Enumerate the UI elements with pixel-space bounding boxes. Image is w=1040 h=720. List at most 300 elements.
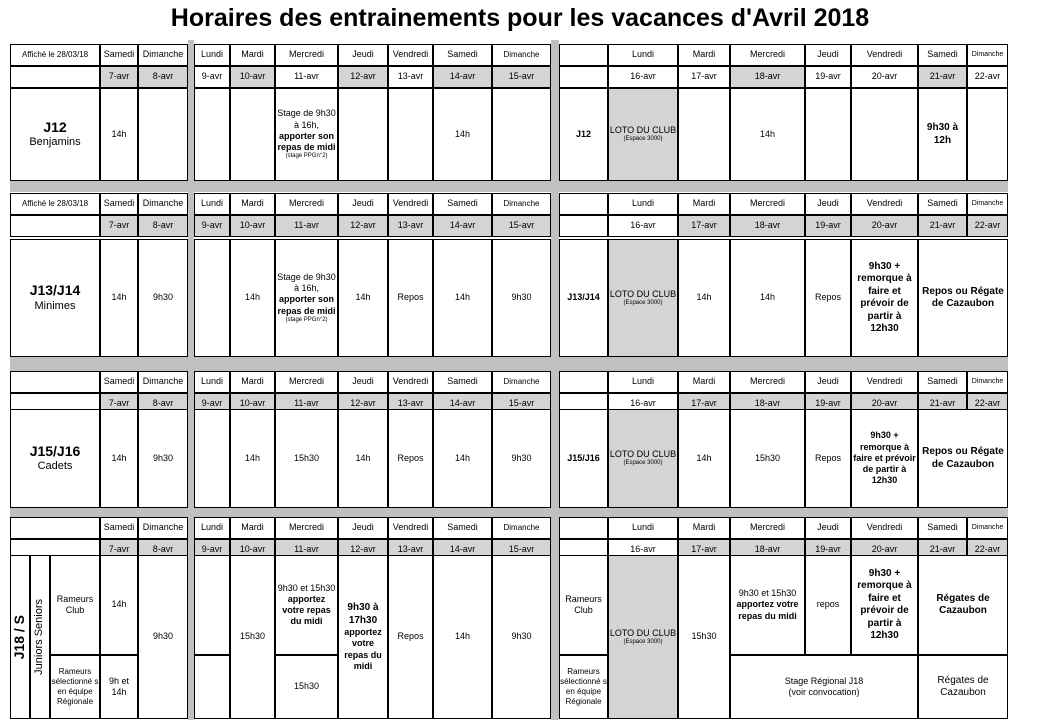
cell-text: 13-avr — [397, 71, 424, 82]
cell-text: 9h30 — [152, 292, 174, 303]
date-header — [338, 66, 388, 88]
table-cell — [433, 239, 492, 357]
loto-cell — [608, 409, 678, 508]
loto-cell-content — [610, 125, 676, 144]
cell-text: Dimanche — [503, 199, 540, 208]
table-cell — [492, 409, 551, 508]
cell-text: (Espace 3000) — [623, 460, 663, 467]
table-cell — [338, 409, 388, 508]
cell-text: 8-avr — [152, 398, 174, 409]
date-header — [492, 66, 551, 88]
cell-text: 21-avr — [929, 544, 956, 555]
loto-cell — [608, 88, 678, 181]
cell-text: 10-avr — [239, 71, 266, 82]
cell-text: 13-avr — [397, 398, 424, 409]
cell-text: 14h — [111, 292, 127, 303]
cell-text: 16-avr — [630, 544, 656, 555]
cell-text: 15-avr — [508, 544, 535, 555]
cell-text: Dimanche — [971, 199, 1004, 207]
day-header — [194, 44, 230, 66]
day-header — [492, 517, 551, 539]
cell-text: 22-avr — [974, 220, 1001, 231]
cell-text: 21-avr — [929, 398, 956, 409]
stage-cell-content — [276, 108, 337, 161]
cell-text: Mardi — [241, 522, 264, 533]
cell-text: (Espace 3000) — [623, 136, 663, 143]
cell-text: 14h — [759, 128, 776, 139]
table-cell — [851, 555, 918, 655]
table-cell — [918, 409, 1008, 508]
cell-text: 20-avr — [871, 398, 898, 409]
group-j15-j16-content — [30, 443, 81, 474]
empty-cell — [338, 88, 388, 181]
cell-text: 9-avr — [201, 71, 223, 82]
cell-text: 11-avr — [294, 71, 319, 82]
cell-text: 8-avr — [152, 71, 174, 82]
date-header — [388, 66, 433, 88]
table-cell — [559, 409, 608, 508]
table-cell — [388, 555, 433, 719]
empty-cell — [559, 66, 608, 88]
cell-text: Samedi — [447, 49, 478, 60]
table-cell — [138, 555, 188, 719]
separator-strip — [608, 357, 678, 372]
day-header — [433, 44, 492, 66]
cell-text: Lundi — [631, 49, 655, 60]
loto-cell-content — [610, 628, 676, 647]
cell-text: Repos — [397, 452, 424, 463]
cell-text: Lundi — [631, 198, 655, 209]
cell-text: 18-avr — [754, 398, 781, 409]
cell-text: 15-avr — [508, 71, 535, 82]
loto-cell-content — [610, 289, 676, 308]
cell-text: 16-avr — [630, 71, 656, 82]
date-header — [918, 66, 967, 88]
empty-cell — [492, 88, 551, 181]
day-header — [678, 44, 730, 66]
empty-cell — [559, 193, 608, 215]
cell-text: Jeudi — [352, 49, 374, 60]
cell-text: 14h — [696, 452, 712, 463]
stage-j18-cell-content — [785, 676, 864, 699]
day-header — [805, 371, 851, 393]
date-header — [100, 66, 138, 88]
day-header — [388, 371, 433, 393]
day-header — [967, 44, 1008, 66]
cell-text: 14h — [355, 452, 371, 463]
table-cell — [805, 555, 851, 655]
cell-text: 21-avr — [929, 71, 956, 82]
table-cell — [559, 555, 608, 655]
cell-text: 14-avr — [449, 71, 476, 82]
date-header — [194, 215, 230, 237]
cell-text: 9h30 + remorque à faire et prévoir de partir à 12h30 — [853, 430, 916, 486]
cell-text: Lundi — [200, 49, 224, 60]
table-cell — [805, 239, 851, 357]
empty-cell — [678, 88, 730, 181]
cell-text: 17-avr — [691, 398, 717, 409]
table-cell — [492, 239, 551, 357]
cell-text: 7-avr — [108, 220, 130, 231]
cell-text: 15-avr — [508, 398, 535, 409]
day-header — [433, 371, 492, 393]
cell-text: Repos ou Régate de Cazaubon — [922, 285, 1004, 309]
empty-cell — [10, 517, 100, 539]
day-header — [433, 193, 492, 215]
day-header — [275, 44, 338, 66]
empty-cell — [194, 655, 230, 719]
cell-text: 15h30 — [691, 631, 717, 642]
group-j13-j14-content — [30, 282, 81, 313]
cell-text: 21-avr — [929, 220, 956, 231]
cell-text: 14h — [111, 452, 127, 463]
date-header — [678, 66, 730, 88]
table-cell — [851, 409, 918, 508]
day-header — [608, 193, 678, 215]
day-header — [730, 371, 805, 393]
cell-text: 7-avr — [108, 71, 130, 82]
cell-text: 16-avr — [630, 220, 656, 231]
cell-text: Repos — [814, 292, 841, 303]
empty-cell — [559, 44, 608, 66]
cell-text: Dimanche — [971, 377, 1004, 385]
cell-text: Jeudi — [352, 522, 374, 533]
loto-cell — [608, 239, 678, 357]
cell-text: 8-avr — [152, 220, 174, 231]
cell-text: 11-avr — [294, 398, 319, 409]
loto-cell — [608, 555, 678, 719]
group-subname: Minimes — [34, 299, 76, 312]
posted-date — [10, 44, 100, 66]
day-header — [851, 517, 918, 539]
cell-text: Dimanche — [142, 198, 184, 209]
group-name: J13/J14 — [29, 282, 81, 299]
cell-text: 9-avr — [201, 544, 223, 555]
day-header — [918, 193, 967, 215]
group-name: J15/J16 — [29, 442, 81, 459]
cell-text: Rameurs sélectionné s en équipe Régionale — [560, 667, 607, 706]
cell-text: 16-avr — [630, 398, 656, 409]
cell-text: Samedi — [103, 198, 135, 209]
cell-text: Dimanche — [142, 522, 184, 533]
day-header — [230, 193, 275, 215]
empty-cell — [559, 371, 608, 393]
date-header — [967, 215, 1008, 237]
cell-text: Repos — [814, 452, 841, 463]
date-header — [678, 215, 730, 237]
cell-text: 9h30 — [511, 292, 532, 303]
cell-text: Samedi — [103, 522, 135, 533]
cell-text: 13-avr — [397, 220, 424, 231]
table-cell — [730, 239, 805, 357]
cell-text: Mercredi — [288, 522, 324, 533]
day-header — [338, 371, 388, 393]
group-j12-content — [29, 119, 80, 150]
cell-text: 14h — [454, 631, 471, 642]
cell-text: 9-avr — [201, 398, 223, 409]
cell-text: 11-avr — [294, 220, 319, 231]
cell-text: 14-avr — [449, 220, 476, 231]
cell-text: 9-avr — [201, 220, 223, 231]
cell-text: 18-avr — [754, 71, 781, 82]
date-header — [338, 215, 388, 237]
cell-text: Mardi — [692, 198, 716, 209]
day-header — [388, 44, 433, 66]
table-cell — [433, 555, 492, 719]
date-header — [275, 215, 338, 237]
day-header — [388, 517, 433, 539]
cell-text: (stage PPGn°2) — [285, 316, 328, 323]
cell-text: 15h30 — [239, 631, 266, 642]
table-cell — [678, 409, 730, 508]
table-cell — [918, 88, 967, 181]
date-header — [805, 66, 851, 88]
table-cell — [100, 409, 138, 508]
cell-text: 12-avr — [350, 398, 376, 409]
loto-cell-content — [610, 449, 676, 468]
cell-text: J12 — [575, 128, 592, 139]
cell-text: apportez votre repas du midi — [736, 599, 799, 621]
table-cell — [50, 555, 100, 655]
day-header — [230, 517, 275, 539]
cell-text: Affiché le 28/03/18 — [21, 199, 89, 208]
day-header — [730, 193, 805, 215]
cell-text: Mardi — [692, 522, 716, 533]
table-cell — [100, 655, 138, 719]
table-cell — [50, 655, 100, 719]
cell-text: Mercredi — [749, 49, 785, 60]
table-cell — [730, 88, 805, 181]
group-j15-j16 — [10, 409, 100, 508]
cell-text: 17-avr — [691, 71, 717, 82]
day-header — [918, 517, 967, 539]
cell-text: 9h30 à 17h30 — [347, 602, 379, 626]
table-cell — [918, 655, 1008, 719]
table-cell — [138, 409, 188, 508]
day-header — [138, 44, 188, 66]
stage-cell-content — [276, 272, 337, 325]
cell-text: 15h30 — [293, 452, 320, 463]
day-header — [678, 193, 730, 215]
cell-text: 10-avr — [239, 544, 266, 555]
day-header — [100, 44, 138, 66]
day-header — [138, 371, 188, 393]
j18-wed-cell — [275, 555, 338, 655]
table-cell — [100, 555, 138, 655]
cell-text: Samedi — [447, 522, 478, 533]
day-header — [275, 517, 338, 539]
cell-text: apportez votre repas du midi — [282, 593, 331, 627]
cell-text: 19-avr — [815, 398, 841, 409]
day-header — [194, 193, 230, 215]
cell-text: Rameurs Club — [565, 593, 602, 615]
cell-text: Rameurs sélectionné s en équipe Régionale — [51, 667, 99, 706]
day-header — [194, 517, 230, 539]
cell-text: 14h — [244, 292, 261, 303]
date-header — [730, 66, 805, 88]
cell-text: Vendredi — [866, 522, 903, 533]
cell-text: 15-avr — [508, 220, 535, 231]
cell-text: Stage de 9h30 à 16h, — [277, 108, 336, 130]
cell-text: 18-avr — [754, 544, 781, 555]
cell-text: Mercredi — [749, 198, 785, 209]
cell-text: 15h30 — [754, 452, 781, 463]
j18-thu-cell-content — [339, 602, 387, 672]
cell-text: Dimanche — [142, 49, 184, 60]
cell-text: 20-avr — [871, 71, 898, 82]
day-header — [100, 371, 138, 393]
cell-text: Vendredi — [866, 198, 903, 209]
cell-text: Stage Régional J18 — [784, 675, 864, 686]
table-cell — [338, 239, 388, 357]
table-cell — [230, 409, 275, 508]
cell-text: 14h — [454, 292, 471, 303]
day-header — [805, 44, 851, 66]
date-header — [851, 66, 918, 88]
empty-cell — [805, 88, 851, 181]
date-header — [433, 215, 492, 237]
cell-text: 22-avr — [974, 544, 1001, 555]
cell-text: Mercredi — [288, 376, 324, 387]
cell-text: Régates de Cazaubon — [936, 592, 990, 616]
day-header — [730, 44, 805, 66]
cell-text: Mercredi — [288, 198, 324, 209]
day-header — [918, 44, 967, 66]
date-header — [100, 215, 138, 237]
separator-strip — [10, 181, 1008, 192]
cell-text: Lundi — [631, 522, 655, 533]
day-header — [230, 44, 275, 66]
table-cell — [851, 239, 918, 357]
table-cell — [275, 409, 338, 508]
cell-text: 8-avr — [152, 544, 174, 555]
cell-text: Samedi — [927, 376, 958, 387]
cell-text: 14h — [696, 292, 712, 303]
cell-text: J15/J16 — [567, 452, 600, 463]
empty-cell — [851, 88, 918, 181]
cell-text: Samedi — [447, 376, 478, 387]
cell-text: 14h — [111, 128, 127, 139]
date-header — [730, 215, 805, 237]
day-header — [275, 193, 338, 215]
table-cell — [230, 239, 275, 357]
date-header — [275, 66, 338, 88]
cell-text: 12-avr — [350, 544, 376, 555]
cell-text: LOTO DU CLUB — [609, 627, 677, 638]
cell-text: (voir convocation) — [788, 687, 860, 697]
group-subname-cell — [30, 555, 50, 719]
group-j12 — [10, 88, 100, 181]
posted-date — [10, 193, 100, 215]
empty-cell — [10, 215, 100, 237]
cell-text: Jeudi — [352, 376, 374, 387]
cell-text: Vendredi — [392, 49, 429, 60]
day-header — [851, 371, 918, 393]
table-cell — [559, 655, 608, 719]
day-header — [851, 44, 918, 66]
group-name: J18 / S — [11, 614, 28, 660]
table-cell — [433, 409, 492, 508]
cell-text: 9h30 + remorque à faire et prévoir de partir à 12h30 — [857, 567, 912, 641]
cell-text: 14h — [355, 292, 371, 303]
cell-text: 9h30 — [152, 452, 174, 463]
cell-text: Samedi — [103, 49, 135, 60]
day-header — [433, 517, 492, 539]
cell-text: Repos — [397, 631, 424, 642]
cell-text: 19-avr — [815, 544, 841, 555]
table-cell — [138, 239, 188, 357]
empty-cell — [194, 239, 230, 357]
cell-text: Régates de Cazaubon — [937, 674, 989, 698]
cell-text: 14h — [111, 599, 127, 610]
empty-cell — [10, 66, 100, 88]
cell-text: Samedi — [927, 522, 958, 533]
cell-text: Jeudi — [817, 522, 839, 533]
cell-text: Lundi — [200, 522, 224, 533]
cell-text: Lundi — [631, 376, 655, 387]
cell-text: Mercredi — [749, 522, 785, 533]
cell-text: Dimanche — [503, 377, 540, 386]
stage-cell — [275, 88, 338, 181]
day-header — [851, 193, 918, 215]
table-cell — [678, 239, 730, 357]
cell-text: Repos — [397, 292, 424, 303]
cell-text: Lundi — [200, 376, 224, 387]
cell-text: Vendredi — [392, 198, 429, 209]
empty-cell — [194, 409, 230, 508]
date-header — [194, 66, 230, 88]
day-header — [967, 193, 1008, 215]
cell-text: 9h et 14h — [108, 675, 130, 697]
date-header — [138, 66, 188, 88]
cell-text: 14h — [454, 452, 471, 463]
cell-text: 15h30 — [293, 681, 320, 692]
empty-cell — [967, 88, 1008, 181]
cell-text: 14h — [454, 128, 471, 139]
cell-text: (Espace 3000) — [623, 638, 663, 645]
day-header — [338, 193, 388, 215]
group-subname: Benjamins — [29, 136, 81, 149]
cell-text: Dimanche — [503, 50, 540, 59]
cell-text: 12-avr — [350, 71, 376, 82]
cell-text: Jeudi — [817, 376, 839, 387]
day-header — [678, 517, 730, 539]
day-header — [138, 193, 188, 215]
day-header — [492, 371, 551, 393]
empty-cell — [194, 88, 230, 181]
cell-text: (stage PPGn°2) — [285, 153, 328, 160]
cell-text: repos — [816, 599, 840, 610]
cell-text: apporter son repas de midi — [277, 130, 336, 152]
cell-text: Samedi — [927, 49, 958, 60]
cell-text: Lundi — [200, 198, 224, 209]
day-header — [805, 193, 851, 215]
day-header — [805, 517, 851, 539]
group-j18-s-content — [11, 615, 29, 659]
cell-text: (Espace 3000) — [623, 299, 663, 306]
group-subname: Juniors Seniors — [33, 599, 46, 675]
empty-cell — [194, 555, 230, 655]
cell-text: 14h — [759, 292, 776, 303]
table-cell — [678, 555, 730, 719]
table-cell — [805, 409, 851, 508]
table-cell — [918, 239, 1008, 357]
empty-cell — [388, 88, 433, 181]
j18-r-wed-cell-content — [731, 588, 804, 622]
table-cell — [230, 555, 275, 719]
date-header — [230, 215, 275, 237]
cell-text: 20-avr — [871, 220, 898, 231]
